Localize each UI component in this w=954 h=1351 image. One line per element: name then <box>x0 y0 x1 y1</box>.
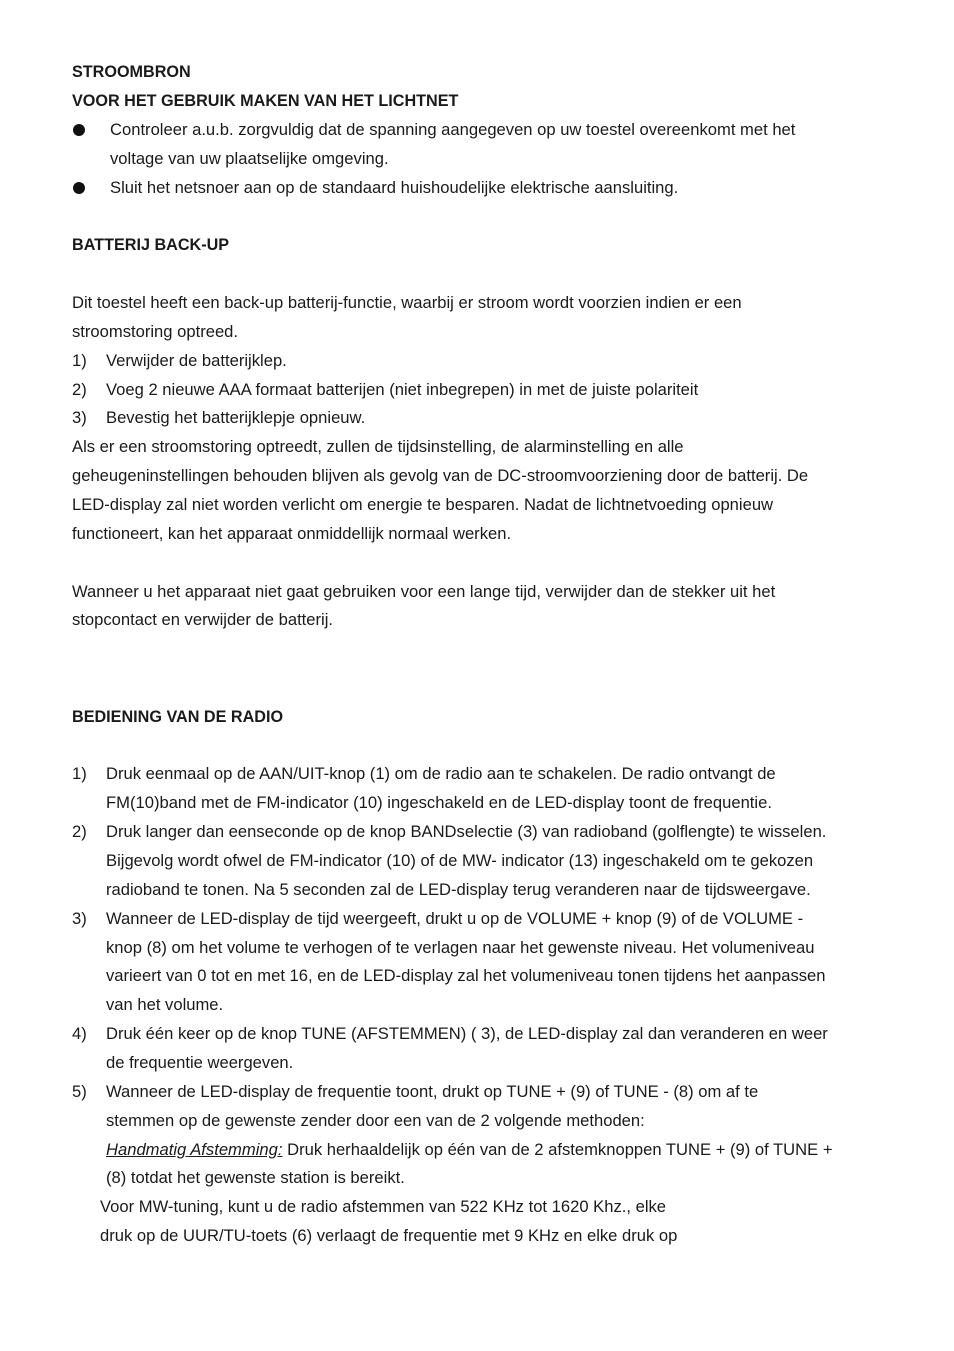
step-number: 1) <box>72 351 87 370</box>
paragraph-line: druk op de UUR/TU-toets (6) verlaagt de frequentie met 9 KHz en elke druk op <box>100 1226 678 1245</box>
step-number: 3) <box>72 909 87 928</box>
paragraph-line: stroomstoring optreed. <box>72 322 239 341</box>
paragraph-line: Als er een stroomstoring optreedt, zullen de tijdsinstelling, de alarminstelling en alle <box>72 437 684 456</box>
step-number: 5) <box>72 1082 87 1101</box>
heading-mains: VOOR HET GEBRUIK MAKEN VAN HET LICHTNET <box>72 92 459 110</box>
manual-tuning-label: Handmatig Afstemming: <box>106 1140 283 1159</box>
step-number: 3) <box>72 408 87 427</box>
step-number: 4) <box>72 1024 87 1043</box>
step-text: Bijgevolg wordt ofwel de FM-indicator (10) of de MW- indicator (13) ingeschakeld om te gekozen <box>106 851 814 870</box>
bullet-icon <box>73 124 85 136</box>
step-number: 2) <box>72 822 87 841</box>
step-number: 2) <box>72 380 87 399</box>
manual-tuning-line <box>106 1140 833 1160</box>
step-number: 1) <box>72 764 87 783</box>
step-text: Verwijder de batterijklep. <box>106 351 287 370</box>
step-text: stemmen op de gewenste zender door een van de 2 volgende methoden: <box>106 1111 645 1130</box>
bullet-text: Sluit het netsnoer aan op de standaard huishoudelijke elektrische aansluiting. <box>110 178 679 197</box>
manual-tuning-text: Druk herhaaldelijk op één van de 2 afstemknoppen TUNE + (9) of TUNE + <box>282 1140 833 1159</box>
step-text: van het volume. <box>106 995 224 1014</box>
paragraph-line: Dit toestel heeft een back-up batterij-functie, waarbij er stroom wordt voorzien indien er een <box>72 293 742 312</box>
step-text: Voeg 2 nieuwe AAA formaat batterijen (niet inbegrepen) in met de juiste polariteit <box>106 380 699 399</box>
paragraph-line: Voor MW-tuning, kunt u de radio afstemmen van 522 KHz tot 1620 Khz., elke <box>100 1197 667 1216</box>
step-text: varieert van 0 tot en met 16, en de LED-display zal het volumeniveau tonen tijdens het aanpassen <box>106 966 826 985</box>
paragraph-line: Wanneer u het apparaat niet gaat gebruiken voor een lange tijd, verwijder dan de stekker uit het <box>72 582 776 601</box>
step-text: Druk één keer op de knop TUNE (AFSTEMMEN) ( 3), de LED-display zal dan veranderen en weer <box>106 1024 828 1043</box>
bullet-text: Controleer a.u.b. zorgvuldig dat de spanning aangegeven op uw toestel overeenkomt met het <box>110 120 796 139</box>
step-text: Druk langer dan eenseconde op de knop BANDselectie (3) van radioband (golflengte) te wisselen. <box>106 822 827 841</box>
step-text: radioband te tonen. Na 5 seconden zal de LED-display terug veranderen naar de tijdsweergave. <box>106 880 811 899</box>
step-text: Bevestig het batterijklepje opnieuw. <box>106 408 366 427</box>
heading-radio: BEDIENING VAN DE RADIO <box>72 708 284 726</box>
step-text: (8) totdat het gewenste station is bereikt. <box>106 1168 405 1187</box>
step-text: de frequentie weergeven. <box>106 1053 294 1072</box>
paragraph-line: LED-display zal niet worden verlicht om energie te besparen. Nadat de lichtnetvoeding opnieuw <box>72 495 774 514</box>
paragraph-line: geheugeninstellingen behouden blijven als gevolg van de DC-stroomvoorziening door de batterij. De <box>72 466 809 485</box>
bullet-text: voltage van uw plaatselijke omgeving. <box>110 149 389 168</box>
step-text: knop (8) om het volume te verhogen of te verlagen naar het gewenste niveau. Het volumeniveau <box>106 938 815 957</box>
step-text: Druk eenmaal op de AAN/UIT-knop (1) om de radio aan te schakelen. De radio ontvangt de <box>106 764 776 783</box>
bullet-icon <box>73 182 85 194</box>
heading-battery: BATTERIJ BACK-UP <box>72 236 230 254</box>
paragraph-line: stopcontact en verwijder de batterij. <box>72 610 334 629</box>
heading-power: STROOMBRON <box>72 63 191 81</box>
step-text: FM(10)band met de FM-indicator (10) ingeschakeld en de LED-display toont de frequentie. <box>106 793 772 812</box>
step-text: Wanneer de LED-display de frequentie toont, drukt op TUNE + (9) of TUNE - (8) om af te <box>106 1082 759 1101</box>
paragraph-line: functioneert, kan het apparaat onmiddellijk normaal werken. <box>72 524 512 543</box>
step-text: Wanneer de LED-display de tijd weergeeft, drukt u op de VOLUME + knop (9) of de VOLUME - <box>106 909 804 928</box>
